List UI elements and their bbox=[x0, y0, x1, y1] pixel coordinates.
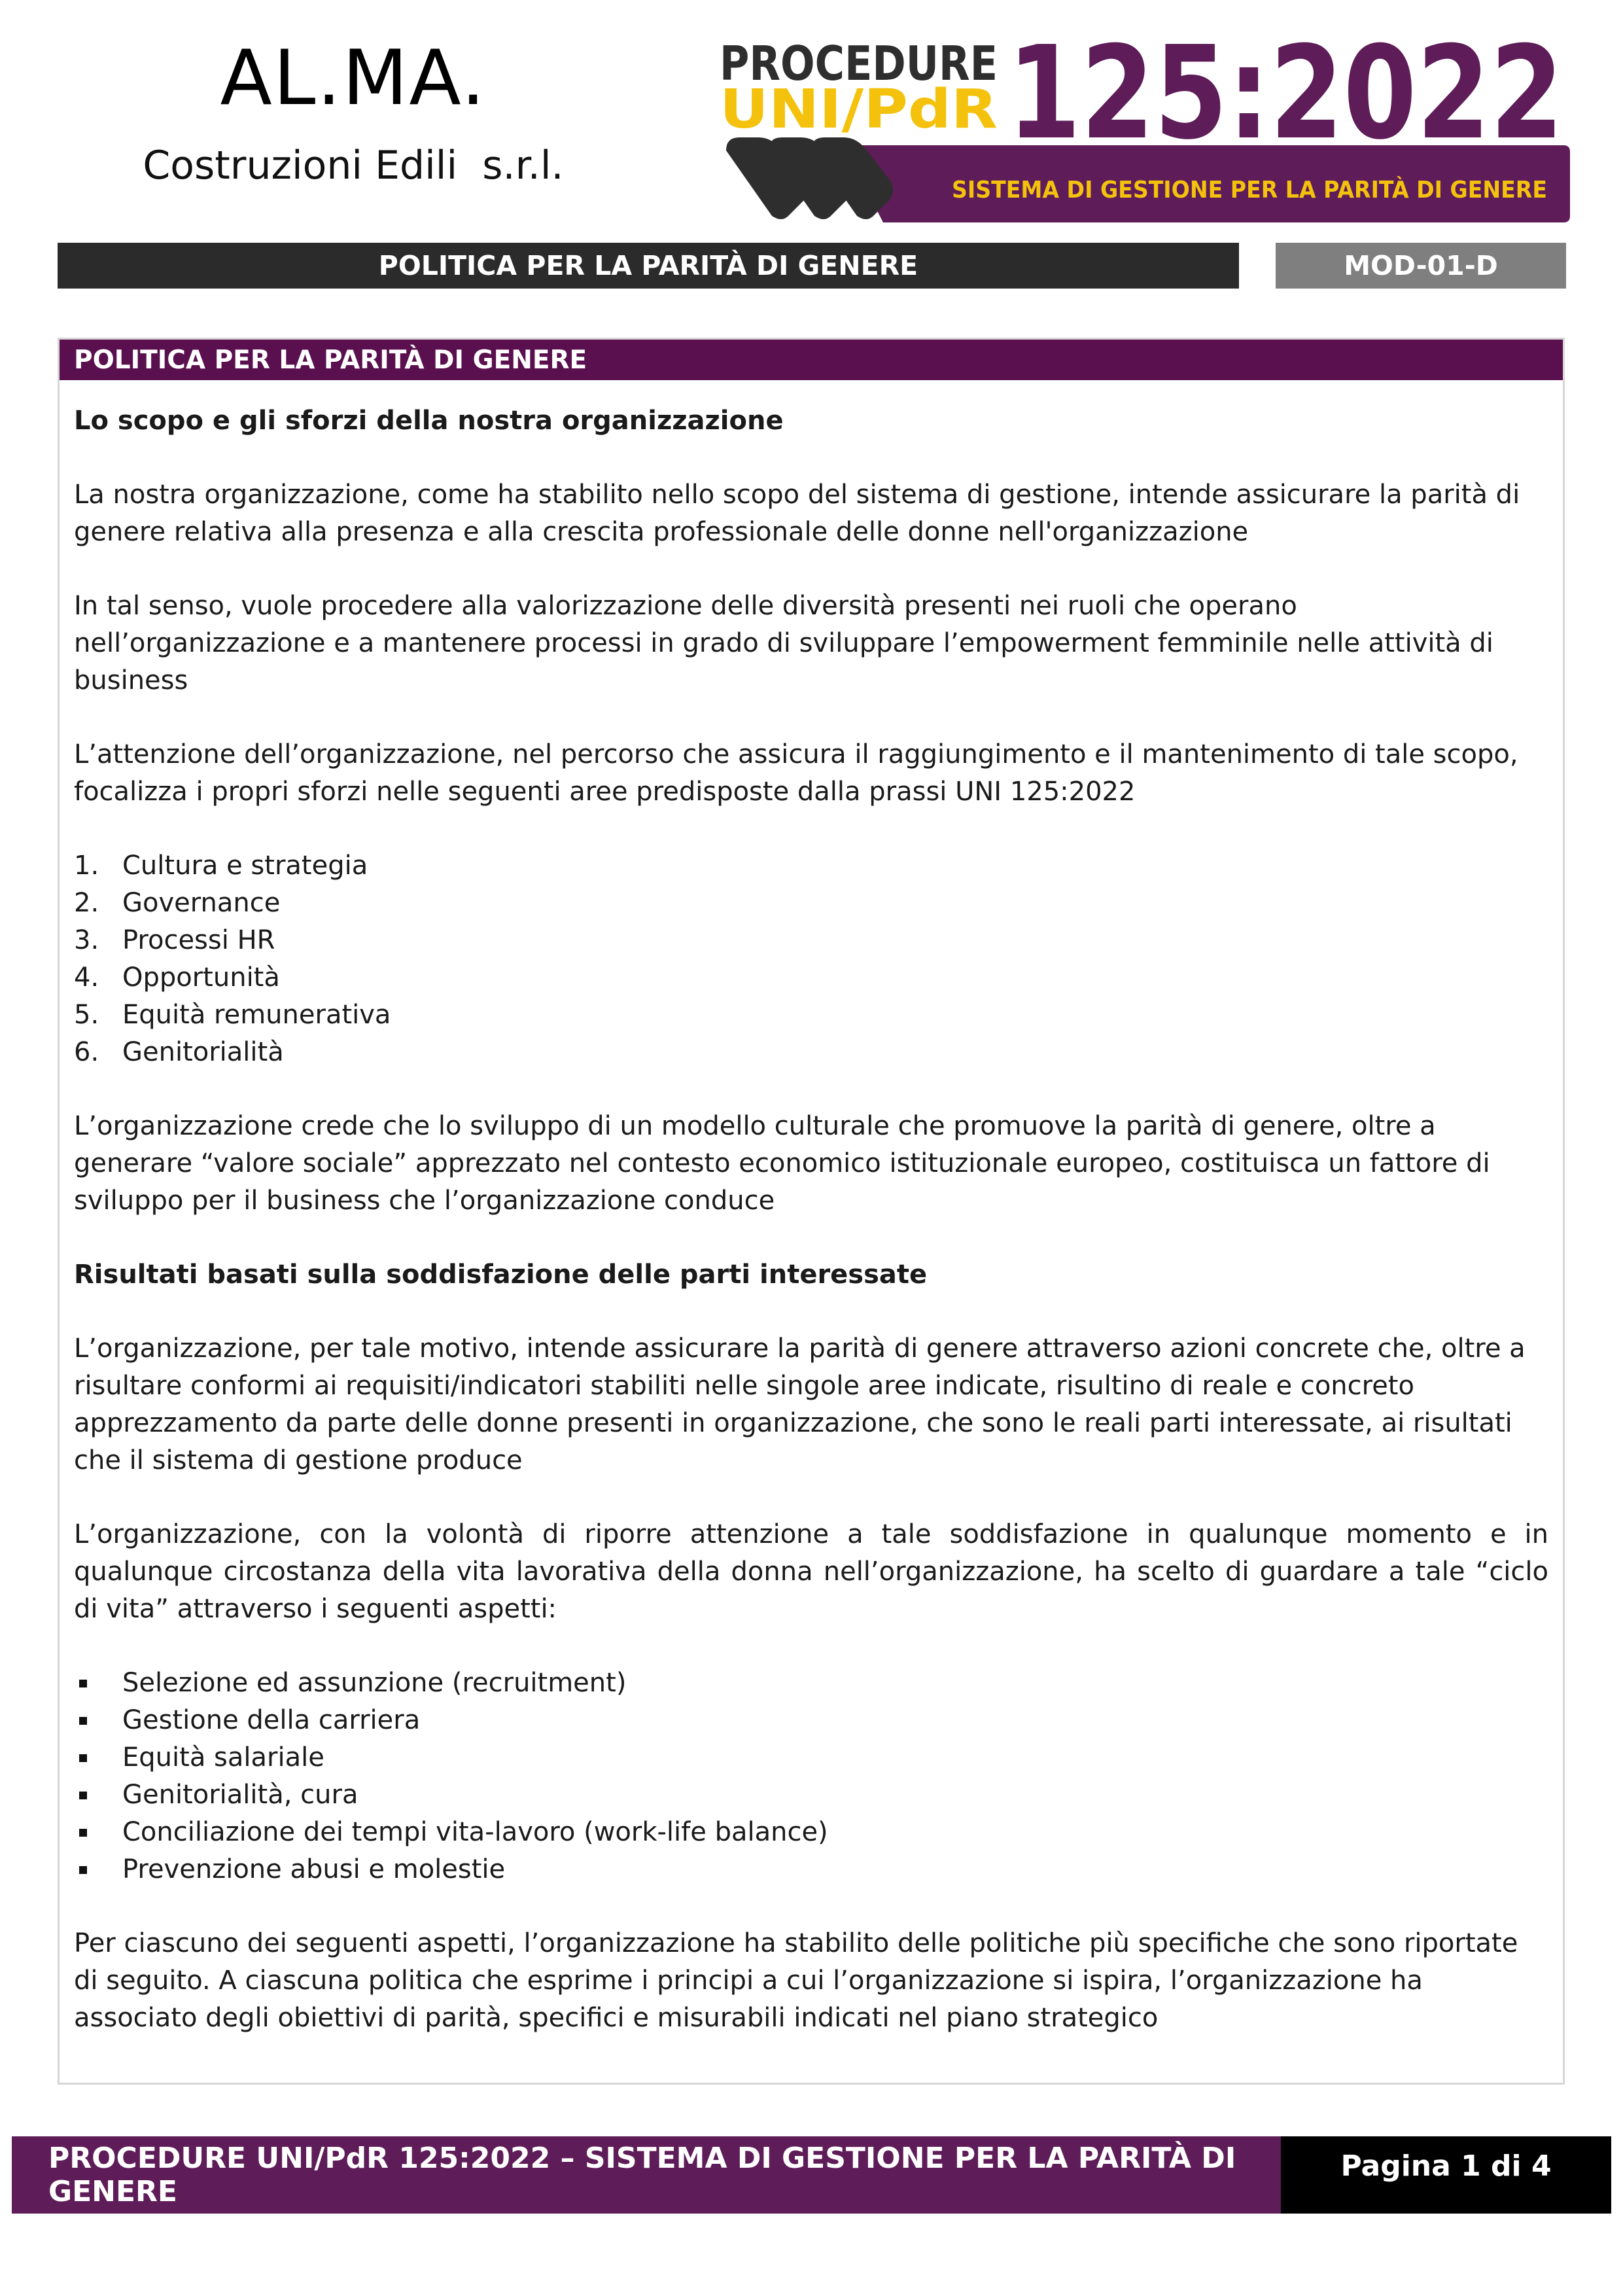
logo-line1: PROCEDURE bbox=[720, 36, 998, 91]
company-block bbox=[98, 26, 608, 188]
list-item bbox=[74, 1814, 1548, 1851]
list-number: 3. bbox=[74, 925, 99, 955]
list-item bbox=[74, 1702, 1548, 1739]
list-item-label: Genitorialità, cura bbox=[122, 1780, 358, 1810]
procedure-uni-pdr-logo bbox=[720, 19, 1599, 236]
list-item bbox=[74, 1665, 1548, 1702]
paragraph: In tal senso, vuole procedere alla valorizzazione delle diversità presenti nei ruoli che operano nell’organizzazione e a mantenere processi in grado di sviluppare l’empowerment femminile nelle attività di business bbox=[74, 591, 1493, 696]
paragraph: La nostra organizzazione, come ha stabilito nello scopo del sistema di gestione, intende assicurare la parità di genere relativa alla presenza e alla crescita professionale delle donne nell'organizzazione bbox=[74, 480, 1520, 547]
paragraph: L’organizzazione, per tale motivo, intende assicurare la parità di genere attraverso azioni concrete che, oltre a risultare conformi ai requisiti/indicatori stabiliti nelle singole aree indicate, risultino di reale e concreto apprezzamento da parte delle donne presenti in organizzazione, che sono le reali parti interessate, ai risultati che il sistema di gestione produce bbox=[74, 1333, 1526, 1475]
list-number: 4. bbox=[74, 963, 99, 993]
paragraph: L’organizzazione, con la volontà di riporre attenzione a tale soddisfazione in qualunque momento e in qualunque circostanza della vita lavorativa della donna nell’organizzazione, ha scelto di guardare a tale “ciclo di vita” attraverso i seguenti aspetti: bbox=[74, 1519, 1548, 1624]
company-name: AL.MA. bbox=[220, 34, 487, 122]
list-item-label: Equità remunerativa bbox=[122, 1000, 391, 1030]
list-item-label: Equità salariale bbox=[122, 1742, 324, 1773]
bullet-square-icon bbox=[74, 1665, 122, 1702]
list-item bbox=[74, 1851, 1548, 1888]
list-item bbox=[74, 1034, 1548, 1071]
bullet-square-icon bbox=[74, 1739, 122, 1776]
list-item bbox=[74, 885, 1548, 922]
list-item bbox=[74, 959, 1548, 997]
logo-number: 125:2022 bbox=[1007, 19, 1563, 168]
list-item bbox=[74, 847, 1548, 885]
policy-section bbox=[58, 338, 1565, 2085]
document-title-bar bbox=[58, 243, 1239, 289]
bullet-square-icon bbox=[74, 1814, 122, 1851]
list-number: 2. bbox=[74, 888, 99, 918]
aspects-list bbox=[74, 1665, 1548, 1888]
company-subtitle: Costruzioni Edili s.r.l. bbox=[143, 143, 564, 188]
list-item-label: Prevenzione abusi e molestie bbox=[122, 1854, 506, 1884]
logo-tagline: SISTEMA DI GESTIONE PER LA PARITÀ DI GENERE bbox=[952, 177, 1599, 203]
focus-areas-list bbox=[74, 847, 1548, 1071]
paragraph: Per ciascuno dei seguenti aspetti, l’organizzazione ha stabilito delle politiche più specifiche che sono riportate di seguito. A ciascuna politica che esprime i principi a cui l’organizzazione si ispira, l’organizzazione ha associato degli obiettivi di parità, specifici e misurabili indicati nel piano strategico bbox=[74, 1928, 1518, 2033]
bullet-square-icon bbox=[74, 1851, 122, 1888]
list-item-label: Gestione della carriera bbox=[122, 1705, 421, 1735]
footer-text: PROCEDURE UNI/PdR 125:2022 – SISTEMA DI GESTIONE PER LA PARITÀ DI GENERE bbox=[48, 2142, 1236, 2208]
list-item bbox=[74, 1739, 1548, 1776]
list-number: 5. bbox=[74, 1000, 99, 1030]
list-item bbox=[74, 997, 1548, 1034]
document-code: MOD-01-D bbox=[1344, 250, 1498, 281]
list-item-label: Genitorialità bbox=[122, 1037, 284, 1067]
page-indicator bbox=[1281, 2136, 1611, 2214]
paragraph: L’organizzazione crede che lo sviluppo di un modello culturale che promuove la parità di genere, oltre a generare “valore sociale” apprezzato nel contesto economico istituzionale europeo, costituisca un fattore di sviluppo per il business che l’organizzazione conduce bbox=[74, 1111, 1490, 1216]
list-item-label: Opportunità bbox=[122, 963, 280, 993]
subsection-title-results: Risultati basati sulla soddisfazione delle parti interessate bbox=[74, 1260, 928, 1290]
list-item-label: Conciliazione dei tempi vita-lavoro (work-life balance) bbox=[122, 1817, 828, 1847]
list-item bbox=[74, 1776, 1548, 1814]
footer-banner bbox=[12, 2136, 1281, 2214]
logo-line2: UNI/PdR bbox=[720, 79, 998, 141]
list-item-label: Governance bbox=[122, 888, 281, 918]
subsection-title-scope: Lo scopo e gli sforzi della nostra organizzazione bbox=[74, 406, 784, 436]
paragraph: L’attenzione dell’organizzazione, nel percorso che assicura il raggiungimento e il mantenimento di tale scopo, focalizza i propri sforzi nelle seguenti aree predisposte dalla prassi UNI 125:2022 bbox=[74, 739, 1518, 807]
bullet-square-icon bbox=[74, 1776, 122, 1814]
list-item-label: Processi HR bbox=[122, 925, 275, 955]
document-code-box bbox=[1276, 243, 1566, 289]
section-content bbox=[60, 380, 1563, 2037]
bullet-square-icon bbox=[74, 1702, 122, 1739]
list-number: 6. bbox=[74, 1037, 99, 1067]
list-item-label: Cultura e strategia bbox=[122, 851, 368, 881]
list-item-label: Selezione ed assunzione (recruitment) bbox=[122, 1668, 627, 1698]
list-item bbox=[74, 922, 1548, 959]
document-title: POLITICA PER LA PARITÀ DI GENERE bbox=[378, 250, 918, 281]
list-number: 1. bbox=[74, 851, 99, 881]
page-number: Pagina 1 di 4 bbox=[1340, 2149, 1552, 2183]
section-heading: POLITICA PER LA PARITÀ DI GENERE bbox=[60, 340, 1563, 380]
